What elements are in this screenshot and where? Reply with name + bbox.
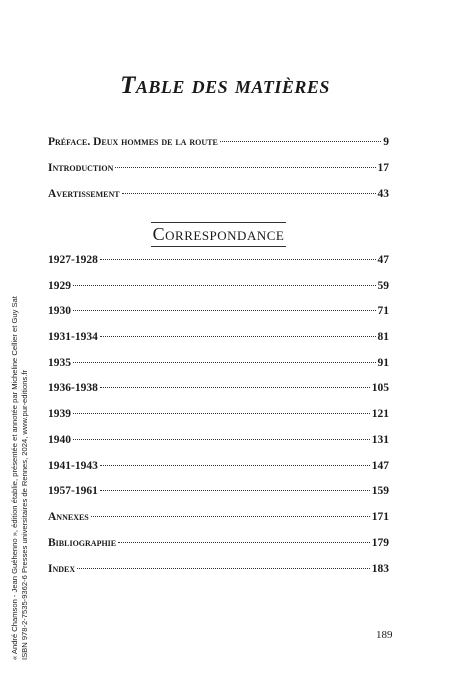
toc-entry-index[interactable] <box>48 563 389 589</box>
toc-entry-year[interactable] <box>48 305 389 331</box>
toc-entry-year[interactable] <box>48 357 389 383</box>
page-number: 189 <box>376 629 393 641</box>
dot-leader <box>118 542 370 543</box>
dot-leader <box>115 167 375 168</box>
toc-entry-page: 183 <box>371 562 389 575</box>
toc-entry-year[interactable] <box>48 460 389 486</box>
toc-entry-page: 171 <box>371 510 389 523</box>
toc-entry-label: Préface. Deux hommes de la route <box>48 136 218 148</box>
dot-leader <box>100 465 370 466</box>
toc-entry-label: Introduction <box>48 162 114 174</box>
toc-entry-bibliographie[interactable] <box>48 537 389 563</box>
toc-entry-label: 1935 <box>48 356 71 369</box>
dot-leader <box>91 516 370 517</box>
toc-entry-annexes[interactable] <box>48 511 389 537</box>
back-matter-list <box>48 511 389 589</box>
dot-leader <box>73 413 370 414</box>
dot-leader <box>100 490 370 491</box>
dot-leader <box>100 259 376 260</box>
dot-leader <box>73 285 376 286</box>
toc-entry-year[interactable] <box>48 382 389 408</box>
toc-entry-page: 47 <box>377 254 389 266</box>
toc-entry-year[interactable] <box>48 485 389 511</box>
toc-entry-label: 1939 <box>48 408 71 421</box>
toc-entry-page: 17 <box>377 162 389 174</box>
toc-entry-page: 121 <box>371 408 389 421</box>
toc-entry-label: 1927-1928 <box>48 254 98 266</box>
dot-leader <box>220 141 381 142</box>
toc-entry-label: 1957-1961 <box>48 485 98 498</box>
dot-leader <box>73 439 370 440</box>
section-heading: Correspondance <box>151 222 287 247</box>
dot-leader <box>122 193 376 194</box>
copyright-side-note <box>10 280 30 660</box>
toc-entry-label: 1931-1934 <box>48 331 98 344</box>
toc-entry-page: 71 <box>377 305 389 318</box>
toc-entry-page: 91 <box>377 356 389 369</box>
toc-entry-label: 1936-1938 <box>48 382 98 395</box>
toc-entry-year[interactable] <box>48 254 389 280</box>
toc-entry-page: 105 <box>371 382 389 395</box>
toc-entry-page: 43 <box>377 188 389 200</box>
toc-entry-avertissement[interactable] <box>48 188 389 214</box>
dot-leader <box>100 387 370 388</box>
correspondence-years-list <box>48 254 389 511</box>
toc-entry-page: 81 <box>377 331 389 344</box>
dot-leader <box>73 362 376 363</box>
toc-entry-label: 1940 <box>48 433 71 446</box>
toc-entry-introduction[interactable] <box>48 162 389 188</box>
section-heading-wrapper <box>48 214 389 254</box>
toc-entry-preface[interactable] <box>48 136 389 162</box>
toc-entry-year[interactable] <box>48 434 389 460</box>
toc-entry-page: 159 <box>371 485 389 498</box>
page-title: Table des matières <box>120 72 330 99</box>
dot-leader <box>100 336 376 337</box>
toc-entry-page: 9 <box>383 136 389 148</box>
dot-leader <box>77 568 370 569</box>
toc-entry-label: Index <box>48 562 76 575</box>
dot-leader <box>73 310 376 311</box>
toc-entry-label: 1930 <box>48 305 71 318</box>
toc-entry-year[interactable] <box>48 280 389 306</box>
toc-entry-page: 147 <box>371 459 389 472</box>
toc-entry-page: 179 <box>371 536 389 549</box>
table-of-contents <box>48 136 389 589</box>
front-matter-list <box>48 136 389 214</box>
toc-entry-page: 59 <box>377 279 389 292</box>
toc-entry-page: 131 <box>371 433 389 446</box>
toc-entry-label: Bibliographie <box>48 536 117 549</box>
copyright-line-2: ISBN 978-2-7535-9362-6 Presses universitaires de Rennes, 2024, www.pur-editions.fr <box>20 370 29 660</box>
toc-entry-label: Avertissement <box>48 188 120 200</box>
toc-entry-label: 1929 <box>48 279 71 292</box>
copyright-line-1: « André Chamson - Jean Guéhenno », édition établie, présentée et annotée par Micheline Cellier et Guy Sat <box>10 296 19 660</box>
toc-entry-year[interactable] <box>48 408 389 434</box>
toc-entry-year[interactable] <box>48 331 389 357</box>
toc-entry-label: Annexes <box>48 510 89 523</box>
toc-entry-label: 1941-1943 <box>48 459 98 472</box>
